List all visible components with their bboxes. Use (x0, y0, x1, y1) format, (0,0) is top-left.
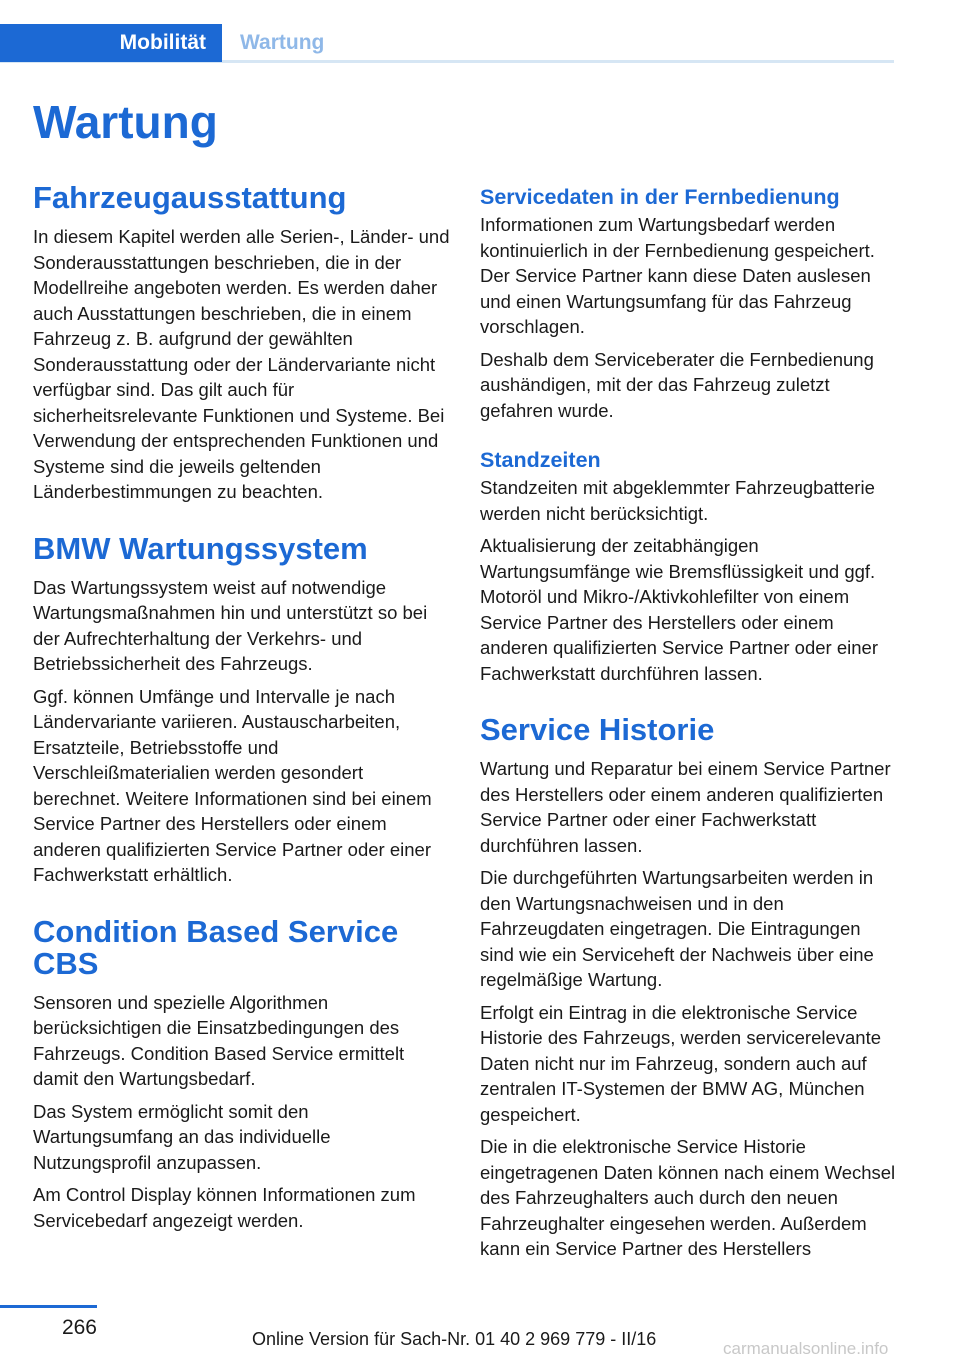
paragraph: Wartung und Reparatur bei einem Service Partner des Herstellers oder einem anderen qualifizierten Service Partner oder einer Fachwerkstatt durchführen lassen. (480, 758, 891, 856)
subsection-standzeiten (480, 445, 898, 686)
watermark: carmanualsonline.info (723, 1339, 889, 1358)
section-fahrzeugausstattung (33, 182, 451, 505)
subsection-servicedaten (480, 182, 898, 423)
footer-rule (0, 1305, 97, 1308)
section-bmw-wartungssystem (33, 530, 451, 888)
section-heading: Condition Based Service CBS (33, 913, 399, 981)
left-column (33, 182, 451, 1233)
paragraph: Informationen zum Wartungsbedarf werden kontinuierlich in der Fernbedienung gespeichert. Der Service Partner kann diese Daten auslesen und einen Wartungsumfang für das Fahrzeug vorschlagen. (480, 214, 875, 337)
section-heading: Fahrzeugausstattung (33, 180, 347, 215)
paragraph: Am Control Display können Informationen zum Servicebedarf angezeigt werden. (33, 1184, 416, 1231)
section-heading: BMW Wartungssystem (33, 530, 368, 566)
paragraph: Das System ermöglicht somit den Wartungsumfang an das individuelle Nutzungsprofil anzupassen. (33, 1100, 331, 1173)
paragraph: Das Wartungssystem weist auf notwendige Wartungsmaßnahmen hin und unterstützt so bei der Aufrechterhaltung der Verkehrs- und Betriebssicherheit des Fahrzeugs. (33, 576, 428, 674)
subsection-heading: Servicedaten in der Fernbedienung (480, 185, 840, 209)
tab-wartung-label: Wartung (240, 31, 325, 54)
chapter-title: Wartung (33, 96, 218, 148)
paragraph: Die in die elektronische Service Historie eingetragenen Daten können nach einem Wechsel des Fahrzeughalters auch durch den neuen Fahrzeughalter eingesehen werden. Außerdem kann ein Service Partner des Herstellers (480, 1136, 896, 1259)
paragraph: In diesem Kapitel werden alle Serien-, Länder- und Sonderausstattungen beschrieben, die in der Modellreihe angeboten werden. Es werden daher auch Ausstattungen beschrieben, die in einem Fahrzeug z. B. aufgrund der gewählten Sonderausstattung oder der Ländervariante nicht verfügbar sind. Das gilt auch für sicherheitsrelevante Funktionen und Systeme. Bei Verwendung der entsprechenden Funktionen und Systeme sind die jeweils geltenden Länderbestimmungen zu beachten. (33, 226, 450, 502)
paragraph: Die durchgeführten Wartungsarbeiten werden in den Wartungsnachweisen und in den Fahrzeugdaten eingetragen. Die Eintragungen sind wie ein Serviceheft der Nachweis über eine regelmäßige Wartung. (480, 867, 874, 990)
paragraph: Erfolgt ein Eintrag in die elektronische Service Historie des Fahrzeugs, werden servicerelevante Daten nicht nur im Fahrzeug, sondern auch auf zentralen IT-Systemen der BMW AG, München gespeichert. (480, 1001, 882, 1125)
paragraph: Standzeiten mit abgeklemmter Fahrzeugbatterie werden nicht berücksichtigt. (480, 477, 875, 524)
paragraph: Deshalb dem Serviceberater die Fernbedienung aushändigen, mit der das Fahrzeug zuletzt gefahren wurde. (480, 348, 874, 421)
paragraph: Aktualisierung der zeitabhängigen Wartungsumfänge wie Bremsflüssigkeit und ggf. Motoröl und Mikro-/Aktivkohlefilter von einem Service Partner des Herstellers oder einem anderen qualifizierten Service Partner oder einer Fachwerkstatt durchführen lassen. (480, 535, 878, 684)
section-heading: Service Historie (480, 712, 715, 747)
online-version-note: Online Version für Sach-Nr. 01 40 2 969 779 - II/16 (252, 1329, 657, 1349)
paragraph: Ggf. können Umfänge und Intervalle je nach Ländervariante variieren. Austauscharbeiten, Ersatzteile, Betriebsstoffe und Verschleißmaterialien werden gesondert berechnet. Weitere Informationen sind bei einem Service Partner des Herstellers oder einem anderen qualifizierten Service Partner oder einer Fachwerkstatt erhältlich. (33, 685, 432, 885)
paragraph: Sensoren und spezielle Algorithmen berücksichtigen die Einsatzbedingungen des Fahrzeugs. Condition Based Service ermittelt damit den Wartungsbedarf. (33, 991, 405, 1089)
tab-mobilitaet-label: Mobilität (119, 31, 206, 54)
tab-mobilitaet[interactable] (0, 24, 222, 62)
right-column (480, 182, 898, 1262)
subsection-heading: Standzeiten (480, 448, 601, 472)
section-condition-based-service (33, 913, 451, 1234)
section-service-historie (480, 714, 898, 1262)
tab-wartung[interactable] (240, 24, 324, 62)
page-number: 266 (61, 1316, 97, 1339)
